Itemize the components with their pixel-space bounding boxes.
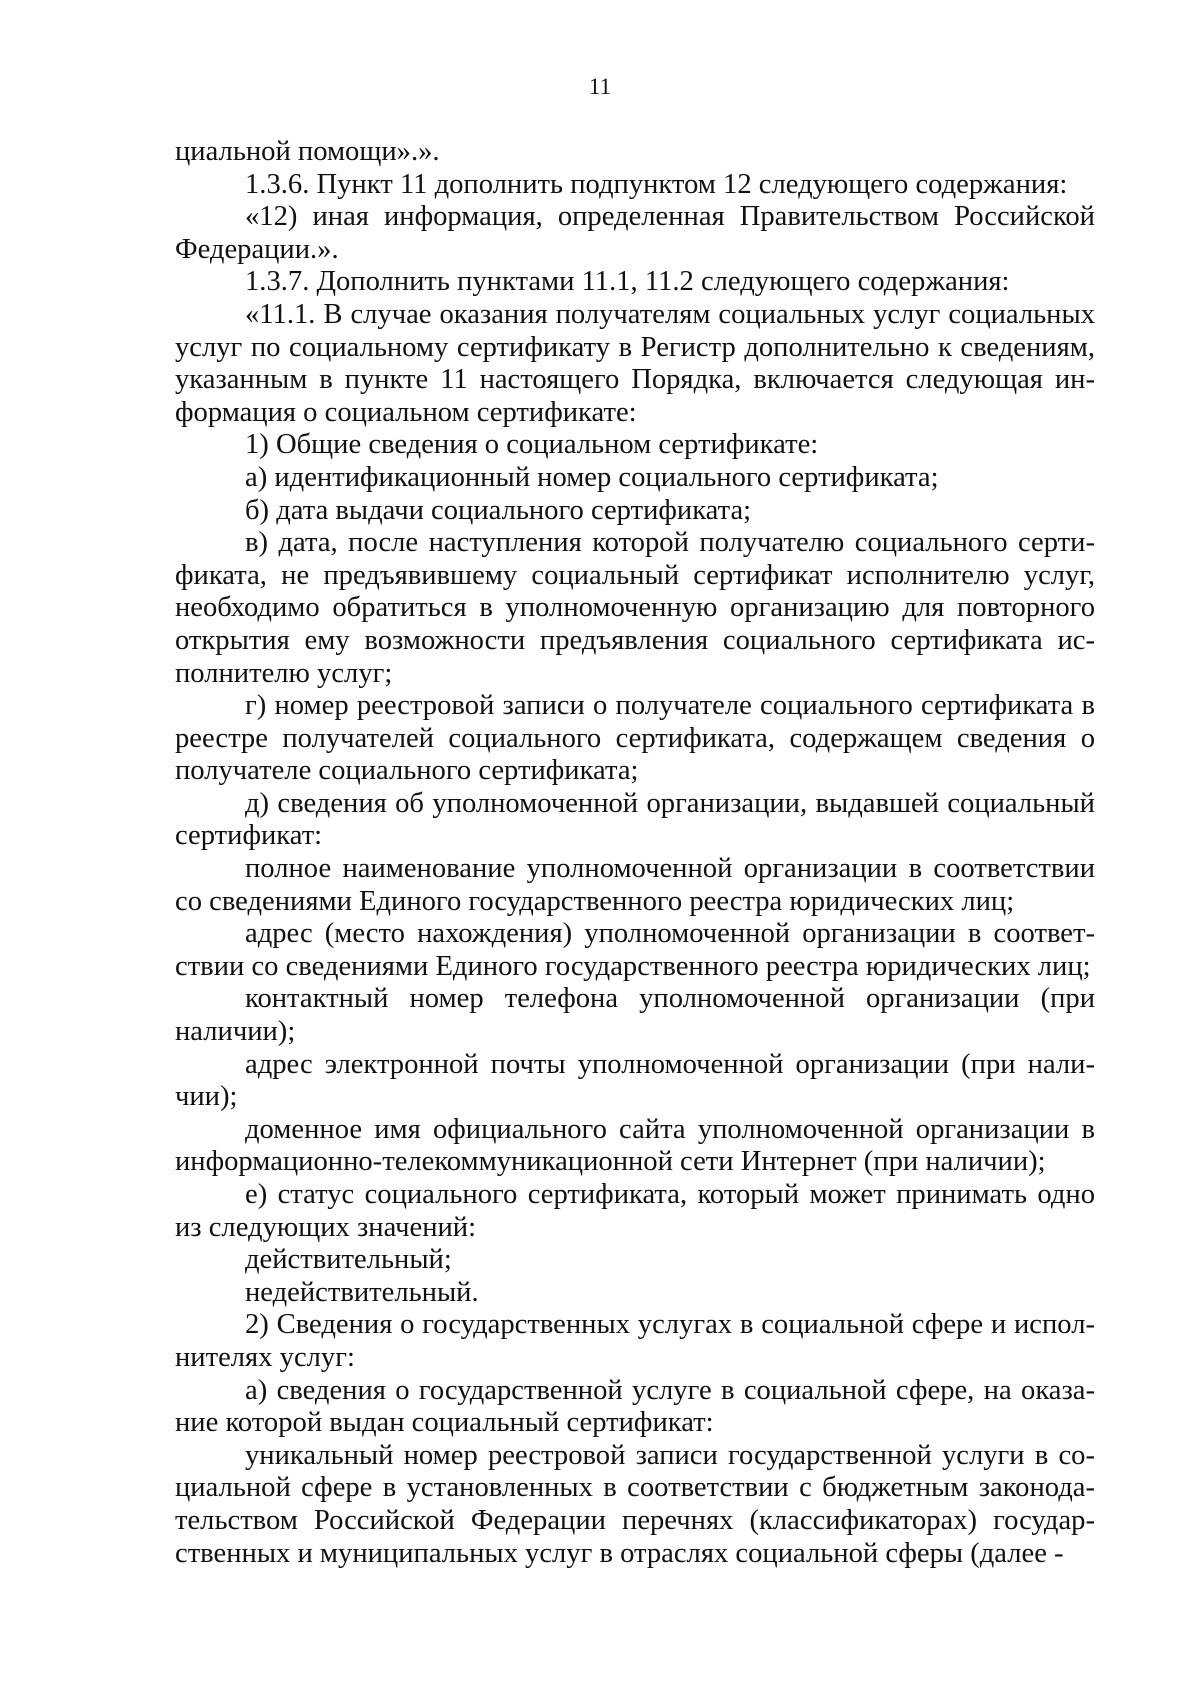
paragraph: адрес (место нахождения) уполномоченной организации в соответствии со сведениями Единого государственного реестра юридических лиц; <box>175 918 1095 982</box>
document-body <box>175 136 1095 1570</box>
paragraph: полное наименование уполномоченной организации в соответствии со сведениями Единого государственного реестра юридических лиц; <box>175 853 1095 917</box>
paragraph: а) идентификационный номер социального сертификата; <box>245 461 939 493</box>
paragraph: «12) иная информация, определенная Правительством Российской Федерации.». <box>175 201 1095 265</box>
paragraph: действительный; <box>245 1244 452 1276</box>
paragraph: 2) Сведения о государственных услугах в социальной сфере и исполнителях услуг: <box>175 1309 1095 1373</box>
paragraph: доменное имя официального сайта уполномоченной организации в информационно-телекоммуникационной сети Интернет (при наличии); <box>175 1113 1095 1178</box>
paragraph: контактный номер телефона уполномоченной организации (при наличии); <box>175 983 1095 1048</box>
paragraph: 1.3.7. Дополнить пунктами 11.1, 11.2 следующего содержания: <box>245 266 1010 298</box>
paragraph: «11.1. В случае оказания получателям социальных услуг социальных услуг по социальному сертификату в Регистр дополнительно к сведениям, указанным в пункте 11 настоящего Порядка, включается следующая информация о социальном сертификате: <box>175 298 1095 428</box>
paragraph: г) номер реестровой записи о получателе социального сертификата в реестре получателей социального сертификата, содержащем сведения о получателе социального сертификата; <box>175 690 1095 787</box>
paragraph: 1.3.6. Пункт 11 дополнить подпунктом 12 следующего содержания: <box>245 168 1068 200</box>
paragraph: 1) Общие сведения о социальном сертификате: <box>245 429 819 461</box>
paragraph: недействительный. <box>245 1276 479 1308</box>
paragraph: адрес электронной почты уполномоченной организации (при наличии); <box>175 1048 1095 1113</box>
paragraph: д) сведения об уполномоченной организации, выдавшей социальный сертификат: <box>175 787 1095 852</box>
page-number: 11 <box>588 74 612 99</box>
paragraph: уникальный номер реестровой записи государственной услуги в социальной сфере в установленных в соответствии с бюджетным законодательством Российской Федерации перечнях (классификаторах) государственных и муниципальных услуг в отраслях социальной сферы (далее - <box>175 1439 1095 1569</box>
paragraph: циальной помощи».». <box>175 136 440 167</box>
paragraph: е) статус социального сертификата, который может принимать одно из следующих значений: <box>175 1179 1095 1243</box>
paragraph: в) дата, после наступления которой получателю социального сертификата, не предъявившему социальный сертификат исполнителю услуг, необходимо обратиться в уполномоченную организацию для повторного открытия ему возможности предъявления социального сертификата исполнителю услуг; <box>175 527 1095 689</box>
paragraph: а) сведения о государственной услуге в социальной сфере, на оказание которой выдан социальный сертификат: <box>175 1374 1095 1439</box>
paragraph: б) дата выдачи социального сертификата; <box>245 494 752 526</box>
